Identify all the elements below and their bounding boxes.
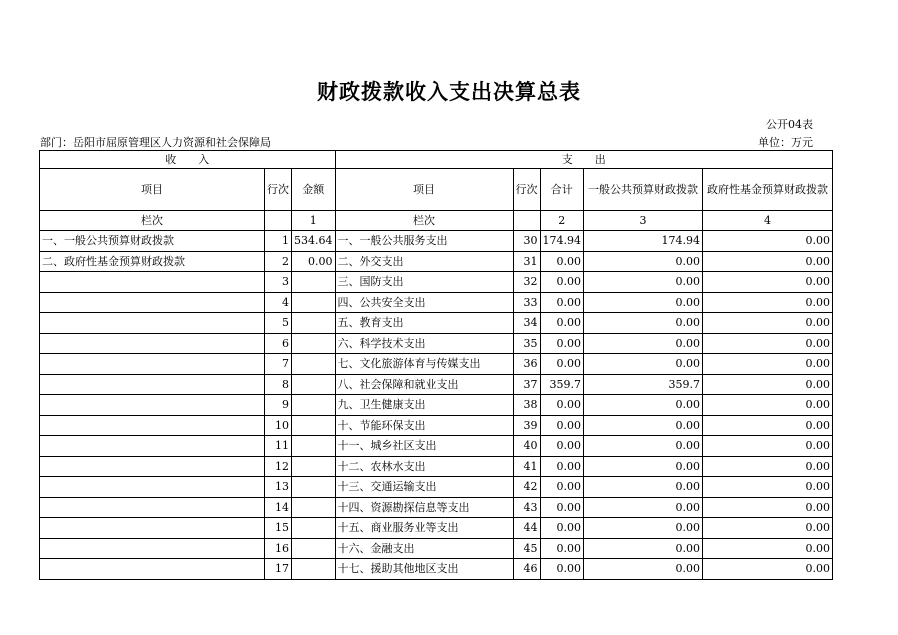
expense-line-no-cell: 37 [513,374,540,395]
general-budget-header: 一般公共预算财政拨款 [584,169,703,211]
gov-fund-cell: 0.00 [703,436,833,457]
col-index-3: 3 [584,211,703,231]
expense-line-no-cell: 38 [513,395,540,416]
expense-total-cell: 0.00 [540,333,584,354]
table-row [40,518,833,539]
income-line-no-cell: 12 [265,456,292,477]
expense-line-no-cell: 36 [513,354,540,375]
income-amount-header: 金额 [292,169,336,211]
expense-item-cell: 三、国防支出 [335,272,513,293]
gov-fund-cell: 0.00 [703,313,833,334]
expense-item-cell: 一、一般公共服务支出 [335,231,513,252]
expense-line-no-cell: 35 [513,333,540,354]
gov-fund-cell: 0.00 [703,518,833,539]
general-budget-cell: 0.00 [584,456,703,477]
general-budget-cell: 0.00 [584,436,703,457]
income-amount-cell [292,456,336,477]
income-amount-cell [292,333,336,354]
expense-total-cell: 0.00 [540,415,584,436]
income-line-no-cell: 4 [265,292,292,313]
table-row [40,333,833,354]
general-budget-cell: 0.00 [584,354,703,375]
expense-line-no-cell: 30 [513,231,540,252]
unit-label: 单位：万元 [758,136,813,149]
income-amount-cell [292,313,336,334]
expense-item-cell: 十六、金融支出 [335,538,513,559]
income-amount-cell [292,354,336,375]
gov-fund-header: 政府性基金预算财政拨款 [703,169,833,211]
gov-fund-cell: 0.00 [703,251,833,272]
table-row [40,354,833,375]
table-row [40,538,833,559]
income-amount-cell [292,374,336,395]
expense-item-cell: 十、节能环保支出 [335,415,513,436]
expense-line-no-cell: 32 [513,272,540,293]
expense-total-cell: 0.00 [540,251,584,272]
table-row [40,231,833,252]
general-budget-cell: 174.94 [584,231,703,252]
income-amount-cell [292,292,336,313]
income-line-no-cell: 11 [265,436,292,457]
income-item-cell [40,559,265,580]
expense-total-cell: 0.00 [540,395,584,416]
income-line-no-cell: 15 [265,518,292,539]
income-line-no-cell: 7 [265,354,292,375]
income-item-cell [40,374,265,395]
expense-line-no-cell: 44 [513,518,540,539]
expense-item-cell: 四、公共安全支出 [335,292,513,313]
header-row-group [40,151,833,169]
empty-cell [265,211,292,231]
empty-cell [513,211,540,231]
expense-line-no-cell: 33 [513,292,540,313]
gov-fund-cell: 0.00 [703,272,833,293]
income-header: 收 入 [40,151,336,169]
expense-item-cell: 十三、交通运输支出 [335,477,513,498]
expense-total-cell: 0.00 [540,292,584,313]
general-budget-cell: 0.00 [584,415,703,436]
gov-fund-cell: 0.00 [703,354,833,375]
expense-header: 支 出 [335,151,833,169]
expense-item-cell: 十二、农林水支出 [335,456,513,477]
table-row [40,395,833,416]
income-line-no-cell: 14 [265,497,292,518]
income-line-no-cell: 5 [265,313,292,334]
expense-total-cell: 0.00 [540,477,584,498]
table-row [40,292,833,313]
expense-line-no-cell: 31 [513,251,540,272]
income-item-cell [40,313,265,334]
income-line-no-header: 行次 [265,169,292,211]
income-item-cell [40,415,265,436]
income-line-no-cell: 8 [265,374,292,395]
table-row [40,251,833,272]
col-index-4: 4 [703,211,833,231]
column-index-row [40,211,833,231]
expense-item-header: 项目 [335,169,513,211]
gov-fund-cell: 0.00 [703,456,833,477]
expense-total-cell: 0.00 [540,456,584,477]
expense-total-cell: 0.00 [540,354,584,375]
income-item-cell: 二、政府性基金预算财政拨款 [40,251,265,272]
income-item-cell [40,518,265,539]
expense-line-no-cell: 39 [513,415,540,436]
gov-fund-cell: 0.00 [703,374,833,395]
department-label: 部门：岳阳市屈原管理区人力资源和社会保障局 [40,136,271,149]
table-row [40,559,833,580]
income-amount-cell [292,395,336,416]
expense-item-cell: 十七、援助其他地区支出 [335,559,513,580]
income-line-no-cell: 6 [265,333,292,354]
expense-line-no-cell: 42 [513,477,540,498]
expense-item-cell: 二、外交支出 [335,251,513,272]
expense-line-no-header: 行次 [513,169,540,211]
general-budget-cell: 0.00 [584,292,703,313]
budget-summary-table [39,150,833,580]
income-item-cell [40,272,265,293]
gov-fund-cell: 0.00 [703,333,833,354]
general-budget-cell: 0.00 [584,313,703,334]
table-row [40,436,833,457]
income-item-cell: 一、一般公共预算财政拨款 [40,231,265,252]
gov-fund-cell: 0.00 [703,559,833,580]
income-item-cell [40,333,265,354]
expense-total-cell: 359.7 [540,374,584,395]
col-index-2: 2 [540,211,584,231]
general-budget-cell: 0.00 [584,559,703,580]
expense-item-cell: 十四、资源勘探信息等支出 [335,497,513,518]
table-body [40,231,833,580]
expense-item-cell: 九、卫生健康支出 [335,395,513,416]
income-line-no-cell: 1 [265,231,292,252]
expense-total-cell: 174.94 [540,231,584,252]
income-line-no-cell: 2 [265,251,292,272]
income-item-cell [40,395,265,416]
expense-line-no-cell: 45 [513,538,540,559]
expense-total-cell: 0.00 [540,518,584,539]
income-amount-cell [292,436,336,457]
expense-total-cell: 0.00 [540,272,584,293]
table-row [40,415,833,436]
income-item-cell [40,354,265,375]
expense-line-no-cell: 34 [513,313,540,334]
table-row [40,272,833,293]
expense-line-no-cell: 43 [513,497,540,518]
page-title: 财政拨款收入支出决算总表 [317,79,581,104]
income-line-no-cell: 16 [265,538,292,559]
income-amount-cell [292,518,336,539]
income-amount-cell [292,497,336,518]
expense-total-cell: 0.00 [540,313,584,334]
income-item-cell [40,497,265,518]
table-row [40,477,833,498]
income-item-cell [40,456,265,477]
expense-item-cell: 五、教育支出 [335,313,513,334]
general-budget-cell: 0.00 [584,333,703,354]
expense-total-cell: 0.00 [540,559,584,580]
expense-item-cell: 八、社会保障和就业支出 [335,374,513,395]
gov-fund-cell: 0.00 [703,477,833,498]
general-budget-cell: 0.00 [584,251,703,272]
income-line-no-cell: 9 [265,395,292,416]
table-row [40,313,833,334]
gov-fund-cell: 0.00 [703,395,833,416]
gov-fund-cell: 0.00 [703,497,833,518]
expense-item-cell: 十五、商业服务业等支出 [335,518,513,539]
general-budget-cell: 0.00 [584,538,703,559]
income-amount-cell [292,272,336,293]
expense-line-no-cell: 41 [513,456,540,477]
expense-item-cell: 十一、城乡社区支出 [335,436,513,457]
income-amount-cell [292,415,336,436]
expense-line-no-cell: 40 [513,436,540,457]
gov-fund-cell: 0.00 [703,292,833,313]
income-amount-cell [292,559,336,580]
general-budget-cell: 0.00 [584,477,703,498]
income-line-no-cell: 17 [265,559,292,580]
income-item-cell [40,538,265,559]
income-amount-cell: 534.64 [292,231,336,252]
table-row [40,456,833,477]
expense-item-cell: 六、科学技术支出 [335,333,513,354]
table-row [40,497,833,518]
income-line-no-cell: 13 [265,477,292,498]
expense-column-label: 栏次 [335,211,513,231]
income-amount-cell [292,538,336,559]
expense-item-cell: 七、文化旅游体育与传媒支出 [335,354,513,375]
header-row-columns [40,169,833,211]
general-budget-cell: 0.00 [584,497,703,518]
income-line-no-cell: 3 [265,272,292,293]
expense-total-cell: 0.00 [540,538,584,559]
general-budget-cell: 0.00 [584,272,703,293]
table-row [40,374,833,395]
income-column-label: 栏次 [40,211,265,231]
general-budget-cell: 359.7 [584,374,703,395]
income-item-cell [40,436,265,457]
income-item-cell [40,477,265,498]
income-amount-cell: 0.00 [292,251,336,272]
expense-total-header: 合计 [540,169,584,211]
gov-fund-cell: 0.00 [703,231,833,252]
income-item-cell [40,292,265,313]
expense-total-cell: 0.00 [540,436,584,457]
expense-total-cell: 0.00 [540,497,584,518]
general-budget-cell: 0.00 [584,395,703,416]
income-line-no-cell: 10 [265,415,292,436]
form-number: 公开04表 [766,118,813,131]
col-index-1: 1 [292,211,336,231]
expense-line-no-cell: 46 [513,559,540,580]
gov-fund-cell: 0.00 [703,415,833,436]
general-budget-cell: 0.00 [584,518,703,539]
income-item-header: 项目 [40,169,265,211]
income-amount-cell [292,477,336,498]
gov-fund-cell: 0.00 [703,538,833,559]
